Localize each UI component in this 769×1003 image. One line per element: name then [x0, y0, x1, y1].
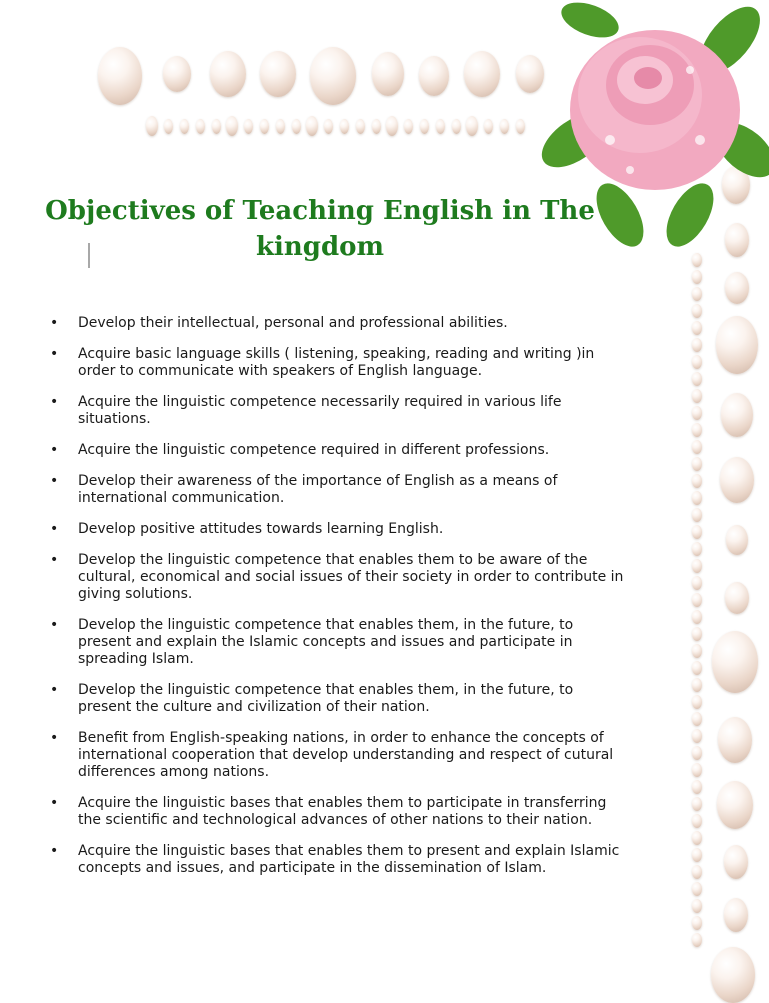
pearl-decoration-icon: [692, 474, 702, 488]
list-item: • Acquire the linguistic competence necessarily required in various life situations.: [50, 394, 630, 428]
pearl-decoration-icon: [692, 627, 702, 641]
pearl-decoration-icon: [692, 814, 702, 828]
page-title: Objectives of Teaching English in The kingdom: [45, 196, 595, 262]
pearl-decoration-icon: [692, 389, 702, 403]
list-item: • Develop the linguistic competence that enables them, in the future, to present and explain the Islamic concepts and issues and participate in spreading Islam.: [50, 617, 630, 668]
pearl-decoration-icon: [692, 287, 702, 301]
pearl-decoration-icon: [692, 508, 702, 522]
list-item: • Develop positive attitudes towards learning English.: [50, 521, 630, 538]
pearl-decoration-icon: [692, 848, 702, 862]
pearl-decoration-icon: [692, 338, 702, 352]
pearl-decoration-icon: [692, 525, 702, 539]
list-item: • Develop the linguistic competence that enables them to be aware of the cultural, economical and social issues of their society in order to contribute in giving solutions.: [50, 552, 630, 603]
pearl-decoration-icon: [692, 593, 702, 607]
pearl-decoration-icon: [692, 797, 702, 811]
pearl-decoration-icon: [692, 406, 702, 420]
pearl-decoration-icon: [692, 712, 702, 726]
pearl-decoration-icon: [692, 372, 702, 386]
pearl-decoration-icon: [692, 933, 702, 947]
pearl-decoration-icon: [692, 644, 702, 658]
list-item: • Acquire the linguistic bases that enables them to participate in transferring the scientific and technological advances of other nations to their nation.: [50, 795, 630, 829]
pearl-decoration-icon: [692, 355, 702, 369]
pearl-decoration-icon: [692, 916, 702, 930]
pearl-decoration-icon: [692, 831, 702, 845]
pearl-decoration-icon: [692, 865, 702, 879]
pearl-decoration-icon: [692, 678, 702, 692]
list-item: • Develop their intellectual, personal and professional abilities.: [50, 315, 630, 332]
pearl-decoration-icon: [692, 746, 702, 760]
pearl-decoration-icon: [692, 882, 702, 896]
list-item: • Acquire the linguistic bases that enables them to present and explain Islamic concepts and issues, and participate in the dissemination of Islam.: [50, 843, 630, 877]
pearl-decoration-icon: [692, 304, 702, 318]
pearl-decoration-icon: [692, 559, 702, 573]
pearl-decoration-icon: [692, 270, 702, 284]
objectives-list: [50, 315, 630, 891]
list-item: • Acquire basic language skills ( listening, speaking, reading and writing )in order to communicate with speakers of English language.: [50, 346, 630, 380]
pearl-decoration-icon: [692, 729, 702, 743]
pearl-decoration-icon: [692, 899, 702, 913]
pearl-decoration-icon: [692, 440, 702, 454]
pearl-decoration-icon: [692, 253, 702, 267]
list-item: • Develop their awareness of the importance of English as a means of international communication.: [50, 473, 630, 507]
pearl-decoration-icon: [692, 457, 702, 471]
pearl-decoration-icon: [692, 661, 702, 675]
pearl-decoration-icon: [692, 780, 702, 794]
pearl-decoration-icon: [692, 542, 702, 556]
pearl-decoration-icon: [692, 610, 702, 624]
pearl-decoration-icon: [692, 695, 702, 709]
list-item: • Benefit from English-speaking nations, in order to enhance the concepts of international cooperation that develop understanding and respect of cutural differences among nations.: [50, 730, 630, 781]
pearl-decoration-icon: [692, 763, 702, 777]
pearl-decoration-icon: [692, 491, 702, 505]
text-cursor: [88, 243, 90, 268]
rose-petals-icon: [570, 30, 740, 190]
pearl-decoration-icon: [692, 321, 702, 335]
list-item: • Develop the linguistic competence that enables them, in the future, to present the culture and civilization of their nation.: [50, 682, 630, 716]
pearl-decoration-icon: [692, 423, 702, 437]
list-item: • Acquire the linguistic competence required in different professions.: [50, 442, 630, 459]
pearl-decoration-icon: [692, 576, 702, 590]
